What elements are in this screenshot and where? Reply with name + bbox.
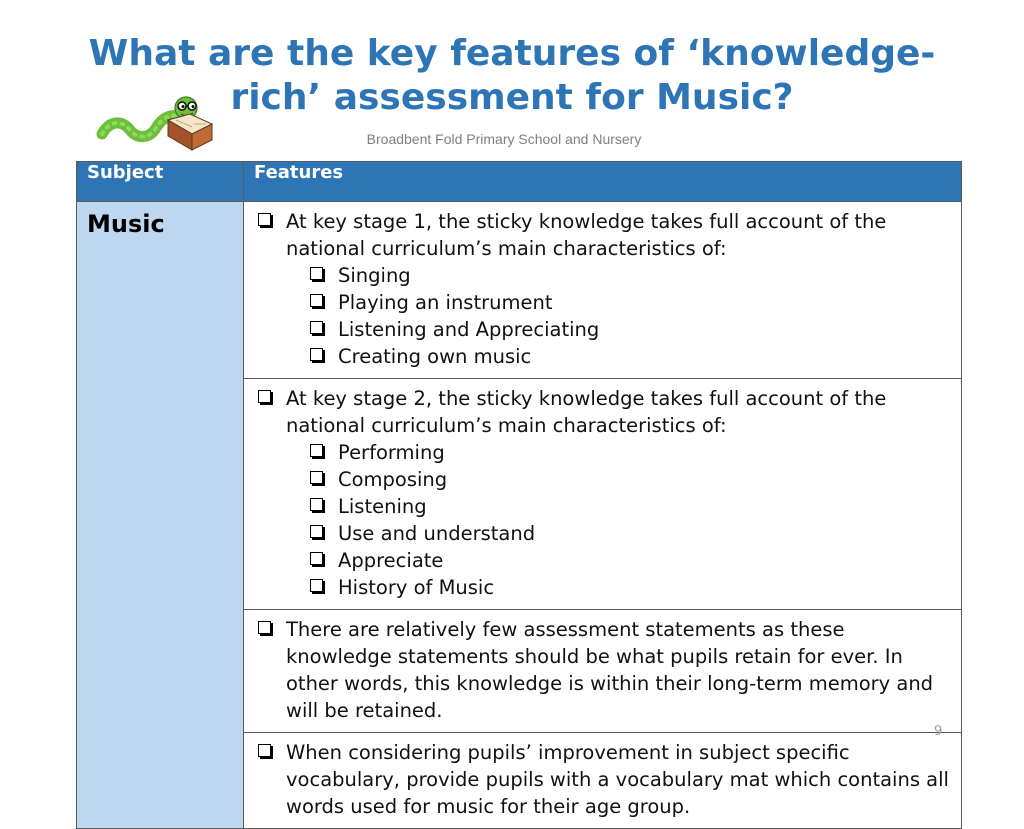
- checkbox-bullet-icon: [310, 348, 323, 361]
- list-item: [256, 616, 953, 724]
- subject-cell: Music: [77, 202, 244, 829]
- sub-list: [308, 262, 953, 370]
- checkbox-bullet-icon: [258, 621, 271, 634]
- slide-title-line-2: rich’ assessment for Music?: [230, 77, 794, 118]
- feature-list: [256, 208, 953, 370]
- checkbox-bullet-icon: [310, 525, 323, 538]
- checkbox-bullet-icon: [310, 498, 323, 511]
- feature-text: At key stage 1, the sticky knowledge takes full account of the national curriculum’s main characteristics of:: [286, 210, 887, 260]
- checkbox-bullet-icon: [310, 552, 323, 565]
- feature-cell-assessment: [244, 610, 962, 733]
- checkbox-bullet-icon: [310, 294, 323, 307]
- list-item: [308, 493, 953, 520]
- list-item: [256, 385, 953, 601]
- slide-title: [60, 32, 964, 120]
- feature-list: [256, 616, 953, 724]
- list-item: [256, 739, 953, 820]
- feature-text: There are relatively few assessment statements as these knowledge statements should be what pupils retain for ever. In other words, this knowledge is within their long-term memory and will be retained.: [286, 618, 934, 722]
- list-item: [308, 547, 953, 574]
- feature-cell-ks2: [244, 379, 962, 610]
- checkbox-bullet-icon: [310, 321, 323, 334]
- feature-text: When considering pupils’ improvement in subject specific vocabulary, provide pupils with a vocabulary mat which contains all words used for music for their age group.: [286, 741, 949, 818]
- checkbox-bullet-icon: [310, 444, 323, 457]
- slide-title-line-1: What are the key features of ‘knowledge-: [88, 33, 936, 74]
- sub-list: [308, 439, 953, 601]
- feature-list: [256, 739, 953, 820]
- features-table: [76, 161, 962, 829]
- feature-list: [256, 385, 953, 601]
- checkbox-bullet-icon: [310, 267, 323, 280]
- checkbox-bullet-icon: [310, 471, 323, 484]
- sub-item-text: Playing an instrument: [338, 291, 553, 314]
- list-item: [308, 439, 953, 466]
- sub-item-text: Performing: [338, 441, 445, 464]
- list-item: [308, 262, 953, 289]
- checkbox-bullet-icon: [258, 213, 271, 226]
- list-item: [256, 208, 953, 370]
- sub-item-text: Use and understand: [338, 522, 536, 545]
- sub-item-text: Composing: [338, 468, 448, 491]
- list-item: [308, 466, 953, 493]
- page-number: 9: [934, 724, 943, 739]
- sub-item-text: Listening and Appreciating: [338, 318, 600, 341]
- school-name: Broadbent Fold Primary School and Nursery: [366, 131, 642, 147]
- list-item: [308, 343, 953, 370]
- feature-cell-vocabulary: [244, 733, 962, 829]
- checkbox-bullet-icon: [310, 579, 323, 592]
- header-features: Features: [244, 162, 962, 202]
- feature-text: At key stage 2, the sticky knowledge takes full account of the national curriculum’s main characteristics of:: [286, 387, 887, 437]
- sub-item-text: Creating own music: [338, 345, 532, 368]
- list-item: [308, 574, 953, 601]
- list-item: [308, 316, 953, 343]
- sub-item-text: Appreciate: [338, 549, 444, 572]
- checkbox-bullet-icon: [258, 744, 271, 757]
- checkbox-bullet-icon: [258, 390, 271, 403]
- list-item: [308, 520, 953, 547]
- header-subject: Subject: [77, 162, 244, 202]
- table-row: [77, 202, 962, 379]
- list-item: [308, 289, 953, 316]
- table-header-row: [77, 162, 962, 202]
- feature-cell-ks1: [244, 202, 962, 379]
- sub-item-text: Singing: [338, 264, 411, 287]
- sub-item-text: Listening: [338, 495, 427, 518]
- sub-item-text: History of Music: [338, 576, 495, 599]
